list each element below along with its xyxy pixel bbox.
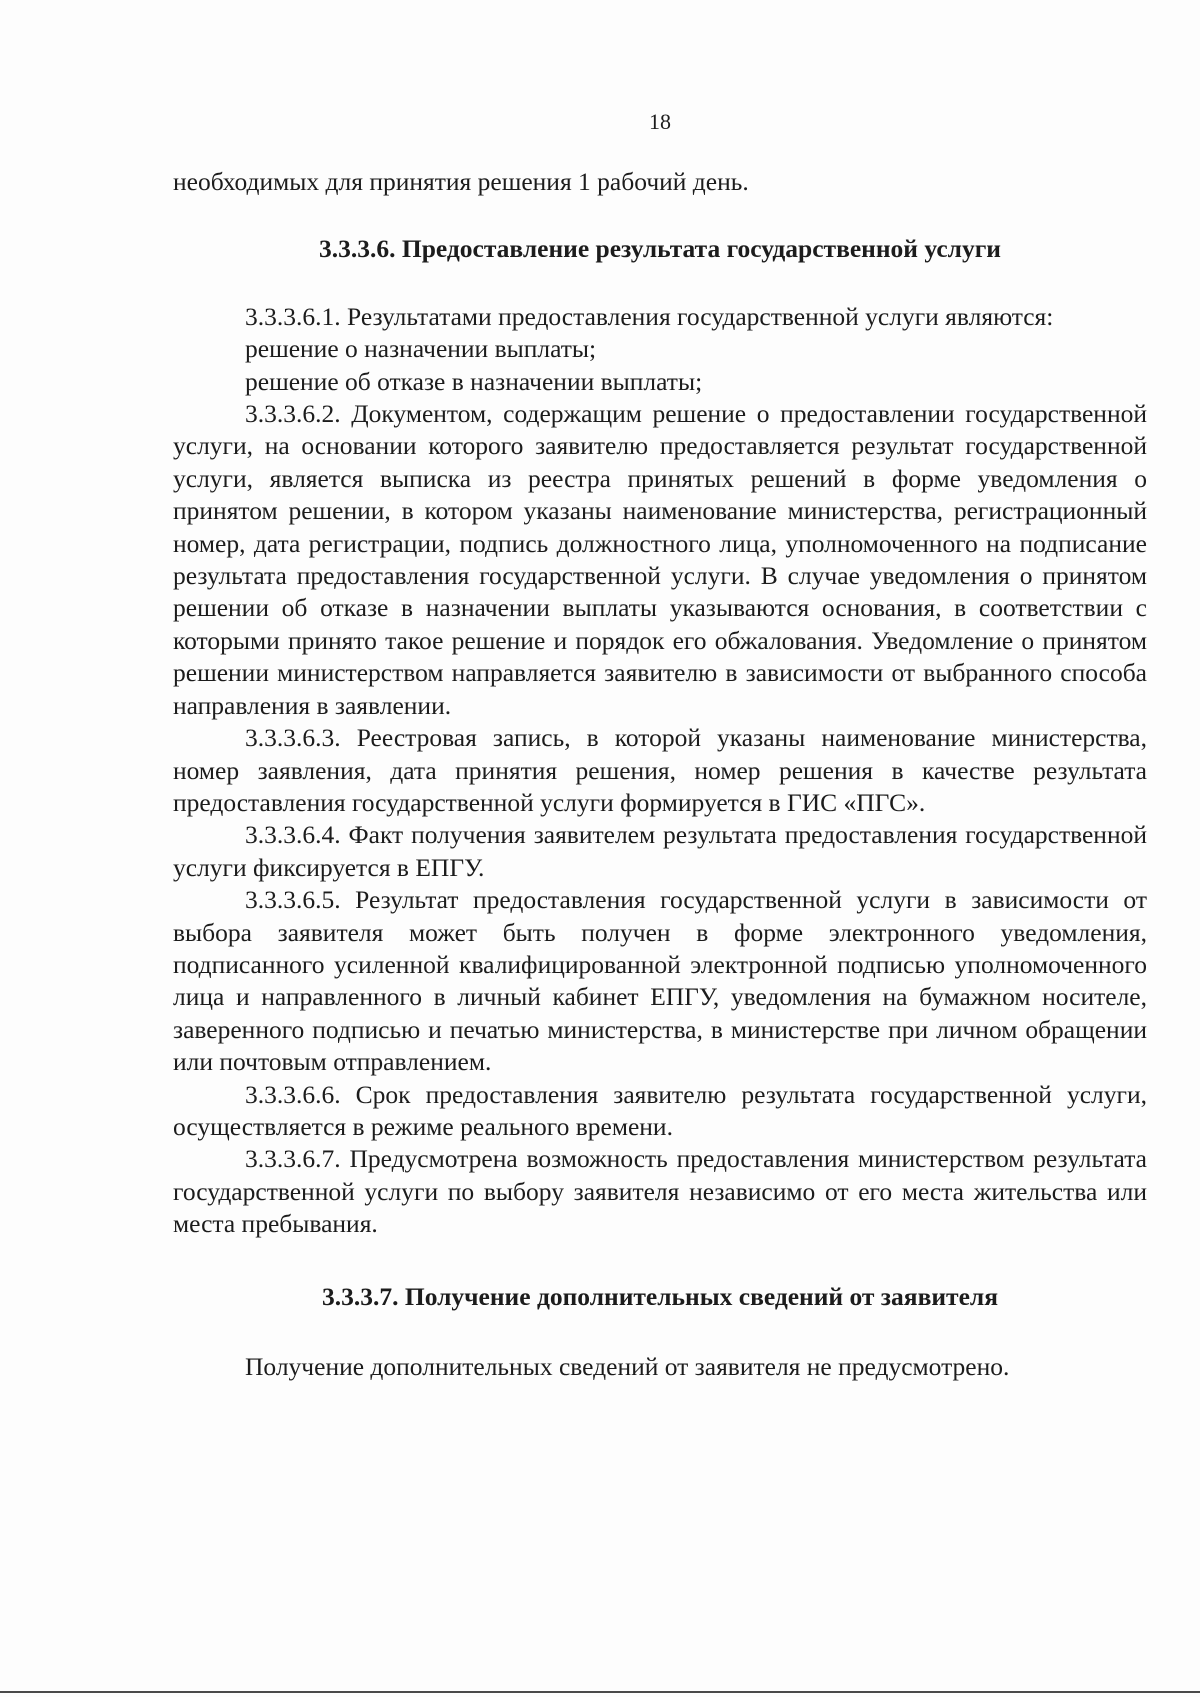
section-3337-heading: 3.3.3.7. Получение дополнительных сведений от заявителя xyxy=(321,1281,999,1311)
section-3336-heading: 3.3.3.6. Предоставление результата государственной услуги xyxy=(318,234,1001,264)
page-number: 18 xyxy=(649,109,671,134)
scan-bottom-edge xyxy=(0,1691,1200,1693)
paragraph-3336-2: 3.3.3.6.2. Документом, содержащим решение о предоставлении государственной услуги, на основании которого заявителю предоставляется результат государственной услуги, является выписка из реестра принятых решений в форме уведомления о принятом решении, в котором указаны наименование министерства, регистрационный номер, дата регистрации, подпись должностного лица, уполномоченного на подписание результата предоставления государственной услуги. В случае уведомления о принятом решении об отказе в назначении выплаты указываются основания, в соответствии с которыми принято такое решение и порядок его обжалования. Уведомление о принятом решении министерством направляется заявителю в зависимости от выбранного способа направления в заявлении. xyxy=(173,399,1147,720)
paragraph-3336-3: 3.3.3.6.3. Реестровая запись, в которой указаны наименование министерства, номер заявления, дата принятия решения, номер решения в качестве результата предоставления государственной услуги формируется в ГИС «ПГС». xyxy=(173,723,1147,817)
paragraph-3336-1: 3.3.3.6.1. Результатами предоставления государственной услуги являются: xyxy=(245,301,1054,331)
list-item-refusal: решение об отказе в назначении выплаты; xyxy=(245,366,703,396)
paragraph-3336-6: 3.3.3.6.6. Срок предоставления заявителю результата государственной услуги, осуществляется в режиме реального времени. xyxy=(173,1079,1147,1141)
paragraph-3336-4: 3.3.3.6.4. Факт получения заявителем результата предоставления государственной услуги фиксируется в ЕПГУ. xyxy=(173,820,1147,882)
list-item-award: решение о назначении выплаты; xyxy=(245,334,597,364)
paragraph-3337-1: Получение дополнительных сведений от заявителя не предусмотрено. xyxy=(245,1352,1010,1381)
page-content xyxy=(173,166,1147,1383)
intro-line: необходимых для принятия решения 1 рабочий день. xyxy=(173,167,749,196)
paragraph-3336-5: 3.3.3.6.5. Результат предоставления государственной услуги в зависимости от выбора заявителя может быть получен в форме электронного уведомления, подписанного усиленной квалифицированной электронной подписью уполномоченного лица и направленного в личный кабинет ЕПГУ, уведомления на бумажном носителе, заверенного подписью и печатью министерства, в министерстве при личном обращении или почтовым отправлением. xyxy=(173,885,1147,1077)
paragraph-3336-7: 3.3.3.6.7. Предусмотрена возможность предоставления министерством результата государственной услуги по выбору заявителя независимо от его места жительства или места пребывания. xyxy=(173,1144,1147,1239)
